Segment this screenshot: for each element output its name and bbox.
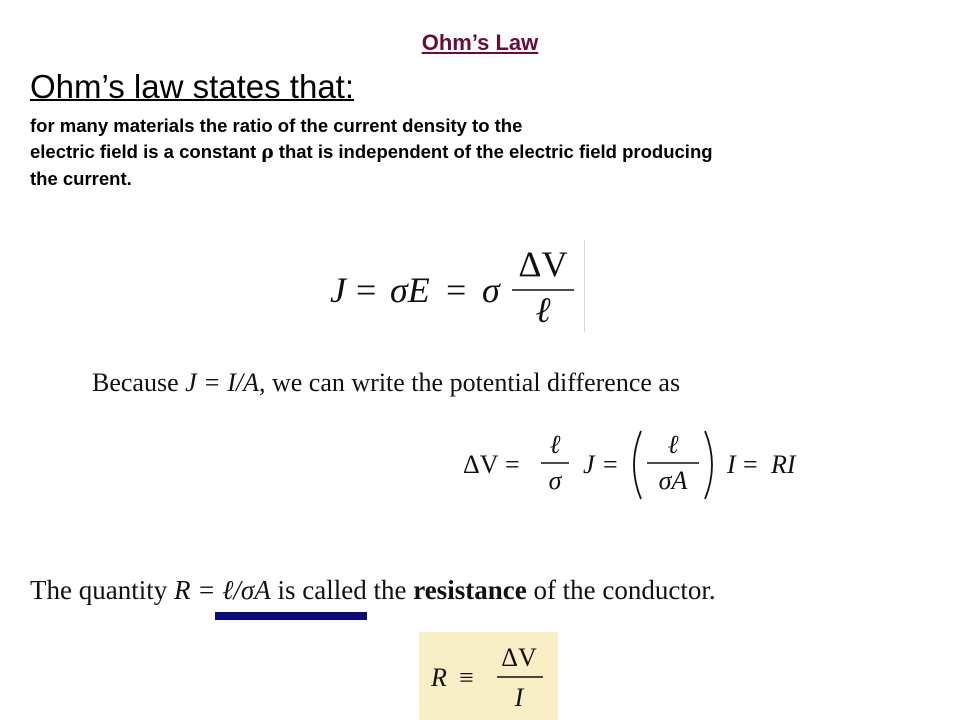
statement-line-1: for many materials the ratio of the current density to the — [30, 115, 523, 136]
eq3-numerator: ΔV — [501, 643, 537, 672]
because-suffix: , we can write the potential difference as — [258, 368, 681, 397]
slide-title: Ohm’s Law — [421, 30, 539, 55]
because-sentence — [92, 368, 680, 398]
because-prefix: Because — [92, 368, 186, 397]
rho-symbol: ρ — [261, 142, 274, 163]
eq1-equals-1: = — [356, 270, 377, 310]
eq1-sigma-E: σE — [390, 270, 430, 310]
statement-line-2-end: that is independent of the electric field producing — [273, 141, 713, 162]
eq2-J: J — [583, 450, 595, 479]
eq2-frac2-numerator: ℓ — [667, 430, 679, 459]
quantity-suffix: of the conductor. — [526, 575, 716, 605]
resistance-definition-sentence — [30, 575, 716, 606]
eq2-equals-3: = — [743, 450, 758, 479]
statement-line-3: the current. — [30, 168, 132, 189]
eq1-numerator: ΔV — [518, 244, 568, 284]
eq2-frac2-denominator: σA — [658, 466, 688, 495]
resistance-formula: R = ℓ/σA — [173, 575, 271, 605]
current-density-equation — [320, 240, 590, 332]
resistance-equation — [419, 632, 558, 720]
eq3-R: R — [431, 663, 447, 692]
eq3-denominator: I — [514, 683, 524, 712]
ohms-law-statement — [30, 113, 935, 192]
eq2-equals-2: = — [603, 450, 618, 479]
eq1-sigma: σ — [482, 270, 500, 310]
eq1-equals-2: = — [446, 270, 467, 310]
quantity-middle: is called the — [270, 575, 414, 605]
eq1-denominator: ℓ — [535, 290, 551, 330]
eq1-divider — [584, 240, 585, 332]
statement-line-2 — [30, 139, 935, 166]
eq2-I: I — [727, 450, 736, 479]
ohms-law-heading: Ohm’s law states that: — [30, 68, 355, 105]
because-formula: J = I/A — [185, 368, 259, 397]
eq2-delta-v: ΔV — [463, 450, 499, 479]
quantity-prefix: The quantity — [30, 575, 174, 605]
eq2-right-paren — [705, 431, 712, 499]
eq2-frac1-denominator: σ — [548, 466, 562, 495]
eq2-equals-1: = — [505, 450, 520, 479]
eq2-frac1-numerator: ℓ — [549, 430, 561, 459]
potential-difference-equation — [455, 425, 815, 505]
formula-underline-bar — [215, 612, 367, 620]
resistance-term: resistance — [413, 575, 527, 605]
eq3-equiv: ≡ — [459, 663, 474, 692]
eq1-J: J — [330, 270, 346, 310]
eq2-RI: RI — [771, 450, 796, 479]
statement-line-2-start: electric field is a constant — [30, 141, 262, 162]
eq2-left-paren — [634, 431, 641, 499]
